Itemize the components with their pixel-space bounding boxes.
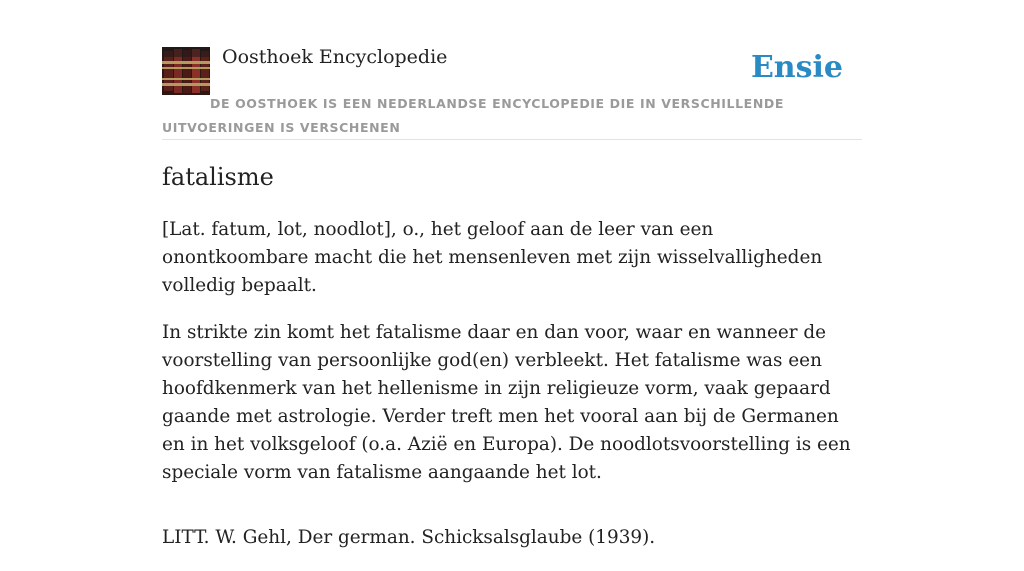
entry-literature: LITT. W. Gehl, Der german. Schicksalsglaube (1939). [162, 527, 656, 548]
page [162, 0, 862, 548]
brand-logo[interactable]: Ensie [750, 50, 843, 85]
entry-title: fatalisme [162, 163, 274, 191]
book-spines-icon [162, 47, 210, 95]
avatar[interactable] [162, 47, 210, 95]
entry-content [162, 216, 862, 571]
site-tagline: DE OOSTHOEK IS EEN NEDERLANDSE ENCYCLOPEDIE DIE IN VERSCHILLENDE UITVOERINGEN IS VERSCHENEN [162, 96, 784, 135]
entry-paragraph: In strikte zin komt het fatalisme daar en dan voor, waar en wanneer de voorstelling van persoonlijke god(en) verbleekt. Het fatalisme was een hoofdkenmerk van het hellenisme in zijn religieuze vorm, vaak gepaard gaande met astrologie. Verder treft men het vooral aan bij de Germanen en in het volksgeloof (o.a. Azië en Europa). De noodlotsvoorstelling is een speciale vorm van fatalisme aangaande het lot. [162, 322, 851, 483]
site-title[interactable]: Oosthoek Encyclopedie [222, 46, 448, 68]
entry-definition: [Lat. fatum, lot, noodlot], o., het geloof aan de leer van een onontkoombare macht die het mensenleven met zijn wisselvalligheden volledig bepaalt. [162, 219, 823, 296]
header-divider [162, 139, 862, 140]
